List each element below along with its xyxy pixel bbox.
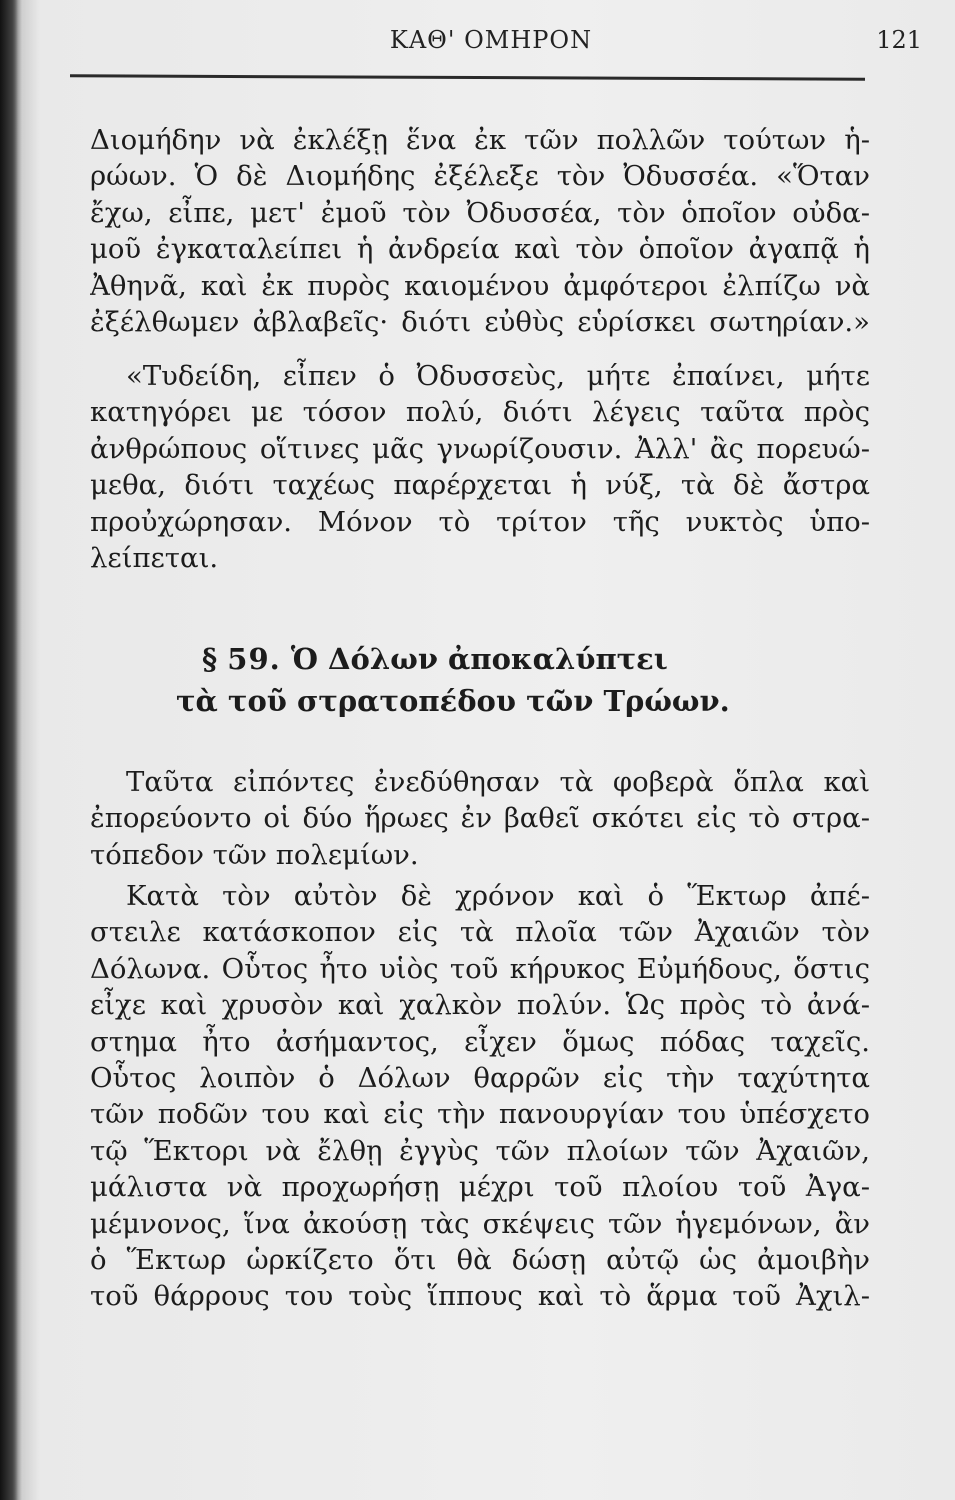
header-rule [70, 74, 865, 80]
text-line: προὐχώρησαν. Μόνον τὸ τρίτον τῆς νυκτὸς ὑπο- [90, 505, 870, 538]
text-line: ὁ Ἕκτωρ ὡρκίζετο ὅτι θὰ δώσῃ αὐτῷ ὡς ἀμοιβὴν [90, 1243, 870, 1276]
text-line: τῷ Ἕκτορι νὰ ἔλθῃ ἐγγὺς τῶν πλοίων τῶν Ἀχαιῶν, [90, 1134, 870, 1167]
section-number: 59. [227, 642, 281, 676]
text-line: ἔχω, εἶπε, μετ' ἐμοῦ τὸν Ὀδυσσέα, τὸν ὁποῖον οὐδα- [90, 196, 870, 229]
text-line: κατηγόρει με τόσον πολύ, διότι λέγεις ταῦτα πρὸς [90, 396, 870, 429]
text-line: Κατὰ τὸν αὐτὸν δὲ χρόνον καὶ ὁ Ἕκτωρ ἀπέ- [126, 880, 870, 912]
text-line: λείπεται. [90, 541, 219, 574]
text-line: ἀνθρώπους οἵτινες μᾶς γνωρίζουσιν. Ἀλλ' ἂς πορευώ- [90, 432, 870, 465]
section-heading-line-1 [90, 638, 860, 680]
text-line: στειλε κατάσκοπον εἰς τὰ πλοῖα τῶν Ἀχαιῶν τὸν [90, 916, 870, 949]
text-line: Δόλωνα. Οὗτος ἦτο υἱὸς τοῦ κήρυκος Εὐμήδους, ὅστις [90, 952, 870, 985]
text-line: εἶχε καὶ χρυσὸν καὶ χαλκὸν πολύν. Ὡς πρὸς τὸ ἀνά- [90, 989, 870, 1022]
text-line: Διομήδην νὰ ἐκλέξῃ ἕνα ἐκ τῶν πολλῶν τούτων ἡ- [90, 124, 870, 156]
section-title-line-1: Ὁ Δόλων ἀποκαλύπτει [290, 642, 668, 676]
section-title-line-2: τὰ τοῦ στρατοπέδου τῶν Τρώων. [176, 684, 730, 718]
page-header [60, 26, 922, 66]
text-line: Ἀθηνᾶ, καὶ ἐκ πυρὸς καιομένου ἀμφότεροι ἐλπίζω νὰ [90, 269, 870, 302]
section-symbol: § [202, 642, 218, 676]
paragraph-4 [90, 878, 870, 1315]
text-line: μάλιστα νὰ προχωρήσῃ μέχρι τοῦ πλοίου τοῦ Ἀγα- [90, 1171, 870, 1204]
text-line: Οὗτος λοιπὸν ὁ Δόλων θαρρῶν εἰς τὴν ταχύτητα [90, 1061, 870, 1094]
text-line: «Τυδείδη, εἶπεν ὁ Ὀδυσσεὺς, μήτε ἐπαίνει, μήτε [126, 360, 870, 392]
text-line: στημα ἦτο ἀσήμαντος, εἶχεν ὅμως πόδας ταχεῖς. [90, 1025, 870, 1058]
text-line: μεθα, διότι ταχέως παρέρχεται ἡ νύξ, τὰ δὲ ἄστρα [90, 469, 870, 502]
paragraph-2 [90, 358, 870, 576]
text-line: ἐπορεύοντο οἱ δύο ἥρωες ἐν βαθεῖ σκότει εἰς τὸ στρα- [90, 802, 870, 835]
book-gutter-shadow [0, 0, 18, 1500]
text-line: τοῦ θάρρους του τοὺς ἵππους καὶ τὸ ἅρμα τοῦ Ἀχιλ- [90, 1280, 870, 1313]
text-line: τῶν ποδῶν του καὶ εἰς τὴν πανουργίαν του ὑπέσχετο [90, 1098, 870, 1131]
paragraph-3 [90, 764, 870, 873]
text-line: ἐξέλθωμεν ἀβλαβεῖς· διότι εὐθὺς εὑρίσκει σωτηρίαν.» [90, 305, 870, 338]
paragraph-1 [90, 122, 870, 340]
text-line: ρώων. Ὁ δὲ Διομήδης ἐξέλεξε τὸν Ὀδυσσέα. «Ὅταν [90, 160, 870, 193]
running-head: ΚΑΘ' ΟΜΗΡΟΝ [389, 26, 593, 54]
section-heading [90, 638, 860, 722]
text-line: τόπεδον τῶν πολεμίων. [90, 838, 419, 871]
page-number: 121 [876, 26, 922, 54]
text-line: μοῦ ἐγκαταλείπει ἡ ἀνδρεία καὶ τὸν ὁποῖον ἀγαπᾷ ἡ [90, 233, 870, 266]
text-line: μέμνονος, ἵνα ἀκούσῃ τὰς σκέψεις τῶν ἡγεμόνων, ἂν [90, 1207, 870, 1240]
text-line: Ταῦτα εἰπόντες ἐνεδύθησαν τὰ φοβερὰ ὅπλα καὶ [126, 766, 870, 798]
